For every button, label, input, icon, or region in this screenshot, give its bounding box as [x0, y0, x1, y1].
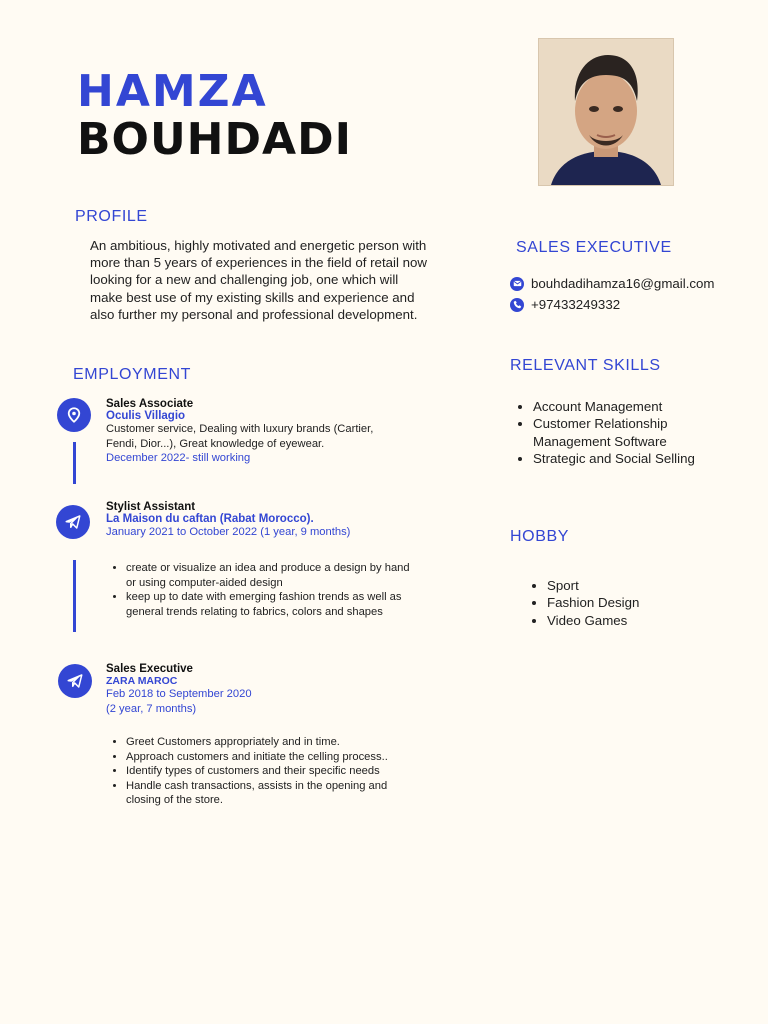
job-entry	[106, 501, 416, 540]
job-bullets	[106, 561, 411, 619]
list-item: • Account Management	[533, 398, 703, 415]
company-name: ZARA MAROC	[106, 675, 178, 687]
role-heading: SALES EXECUTIVE	[516, 239, 672, 256]
job-title: Sales Executive	[106, 663, 193, 675]
company-name: Oculis Villagio	[106, 410, 186, 422]
location-pin-icon	[57, 398, 91, 432]
timeline-line	[73, 560, 76, 632]
job-date: Feb 2018 to September 2020	[106, 688, 252, 700]
job-bullets	[106, 735, 411, 808]
skills-list	[513, 398, 703, 467]
paper-plane-icon	[56, 505, 90, 539]
job-title: Sales Associate	[106, 398, 194, 410]
list-item: • Video Games	[547, 612, 707, 629]
company-name: La Maison du caftan (Rabat Morocco).	[106, 513, 314, 525]
email-row[interactable]	[510, 276, 715, 291]
job-detail: Customer service, Dealing with luxury brands (Cartier, Fendi, Dior...), Great knowledge of eyewear.	[106, 423, 374, 450]
job-duration: (2 year, 7 months)	[106, 702, 197, 715]
list-item: • Approach customers and initiate the celling process..	[126, 750, 411, 765]
phone-icon	[510, 298, 524, 312]
job-date: January 2021 to October 2022 (1 year, 9 months)	[106, 526, 351, 538]
list-item: • Identify types of customers and their specific needs	[126, 764, 411, 779]
profile-text: An ambitious, highly motivated and energetic person with more than 5 years of experiences in the field of retail now looking for a new and challenging job, one which will make best use of my existing skills and experience and also further my personal and professional development.	[90, 238, 428, 322]
first-name: HAMZA	[77, 66, 268, 117]
list-item: • create or visualize an idea and produce a design by hand or using computer-aided design	[126, 561, 411, 590]
job-date: December 2022- still working	[106, 452, 251, 464]
employment-heading: EMPLOYMENT	[73, 366, 192, 383]
last-name: BOUHDADI	[77, 114, 352, 165]
hobby-list	[527, 577, 707, 629]
email-text[interactable]: bouhdadihamza16@gmail.com	[531, 276, 715, 291]
list-item: • Fashion Design	[547, 594, 707, 611]
list-item: • Handle cash transactions, assists in the opening and closing of the store.	[126, 779, 411, 808]
job-entry	[106, 663, 416, 716]
paper-plane-icon	[58, 664, 92, 698]
profile-photo	[538, 38, 674, 186]
list-item: • Sport	[547, 577, 707, 594]
skills-heading: RELEVANT SKILLS	[510, 357, 661, 374]
list-item: • Greet Customers appropriately and in time.	[126, 735, 411, 750]
list-item: • Strategic and Social Selling	[533, 450, 703, 467]
list-item: • keep up to date with emerging fashion trends as well as general trends relating to fabrics, colors and shapes	[126, 590, 411, 619]
profile-heading: PROFILE	[75, 208, 148, 225]
job-title: Stylist Assistant	[106, 501, 196, 513]
hobby-heading: HOBBY	[510, 528, 570, 545]
list-item: • Customer Relationship Management Software	[533, 415, 703, 450]
job-entry	[106, 398, 416, 466]
phone-row[interactable]	[510, 297, 620, 312]
phone-text[interactable]: +97433249332	[531, 297, 621, 312]
timeline-line	[73, 442, 76, 484]
envelope-icon	[510, 277, 524, 291]
